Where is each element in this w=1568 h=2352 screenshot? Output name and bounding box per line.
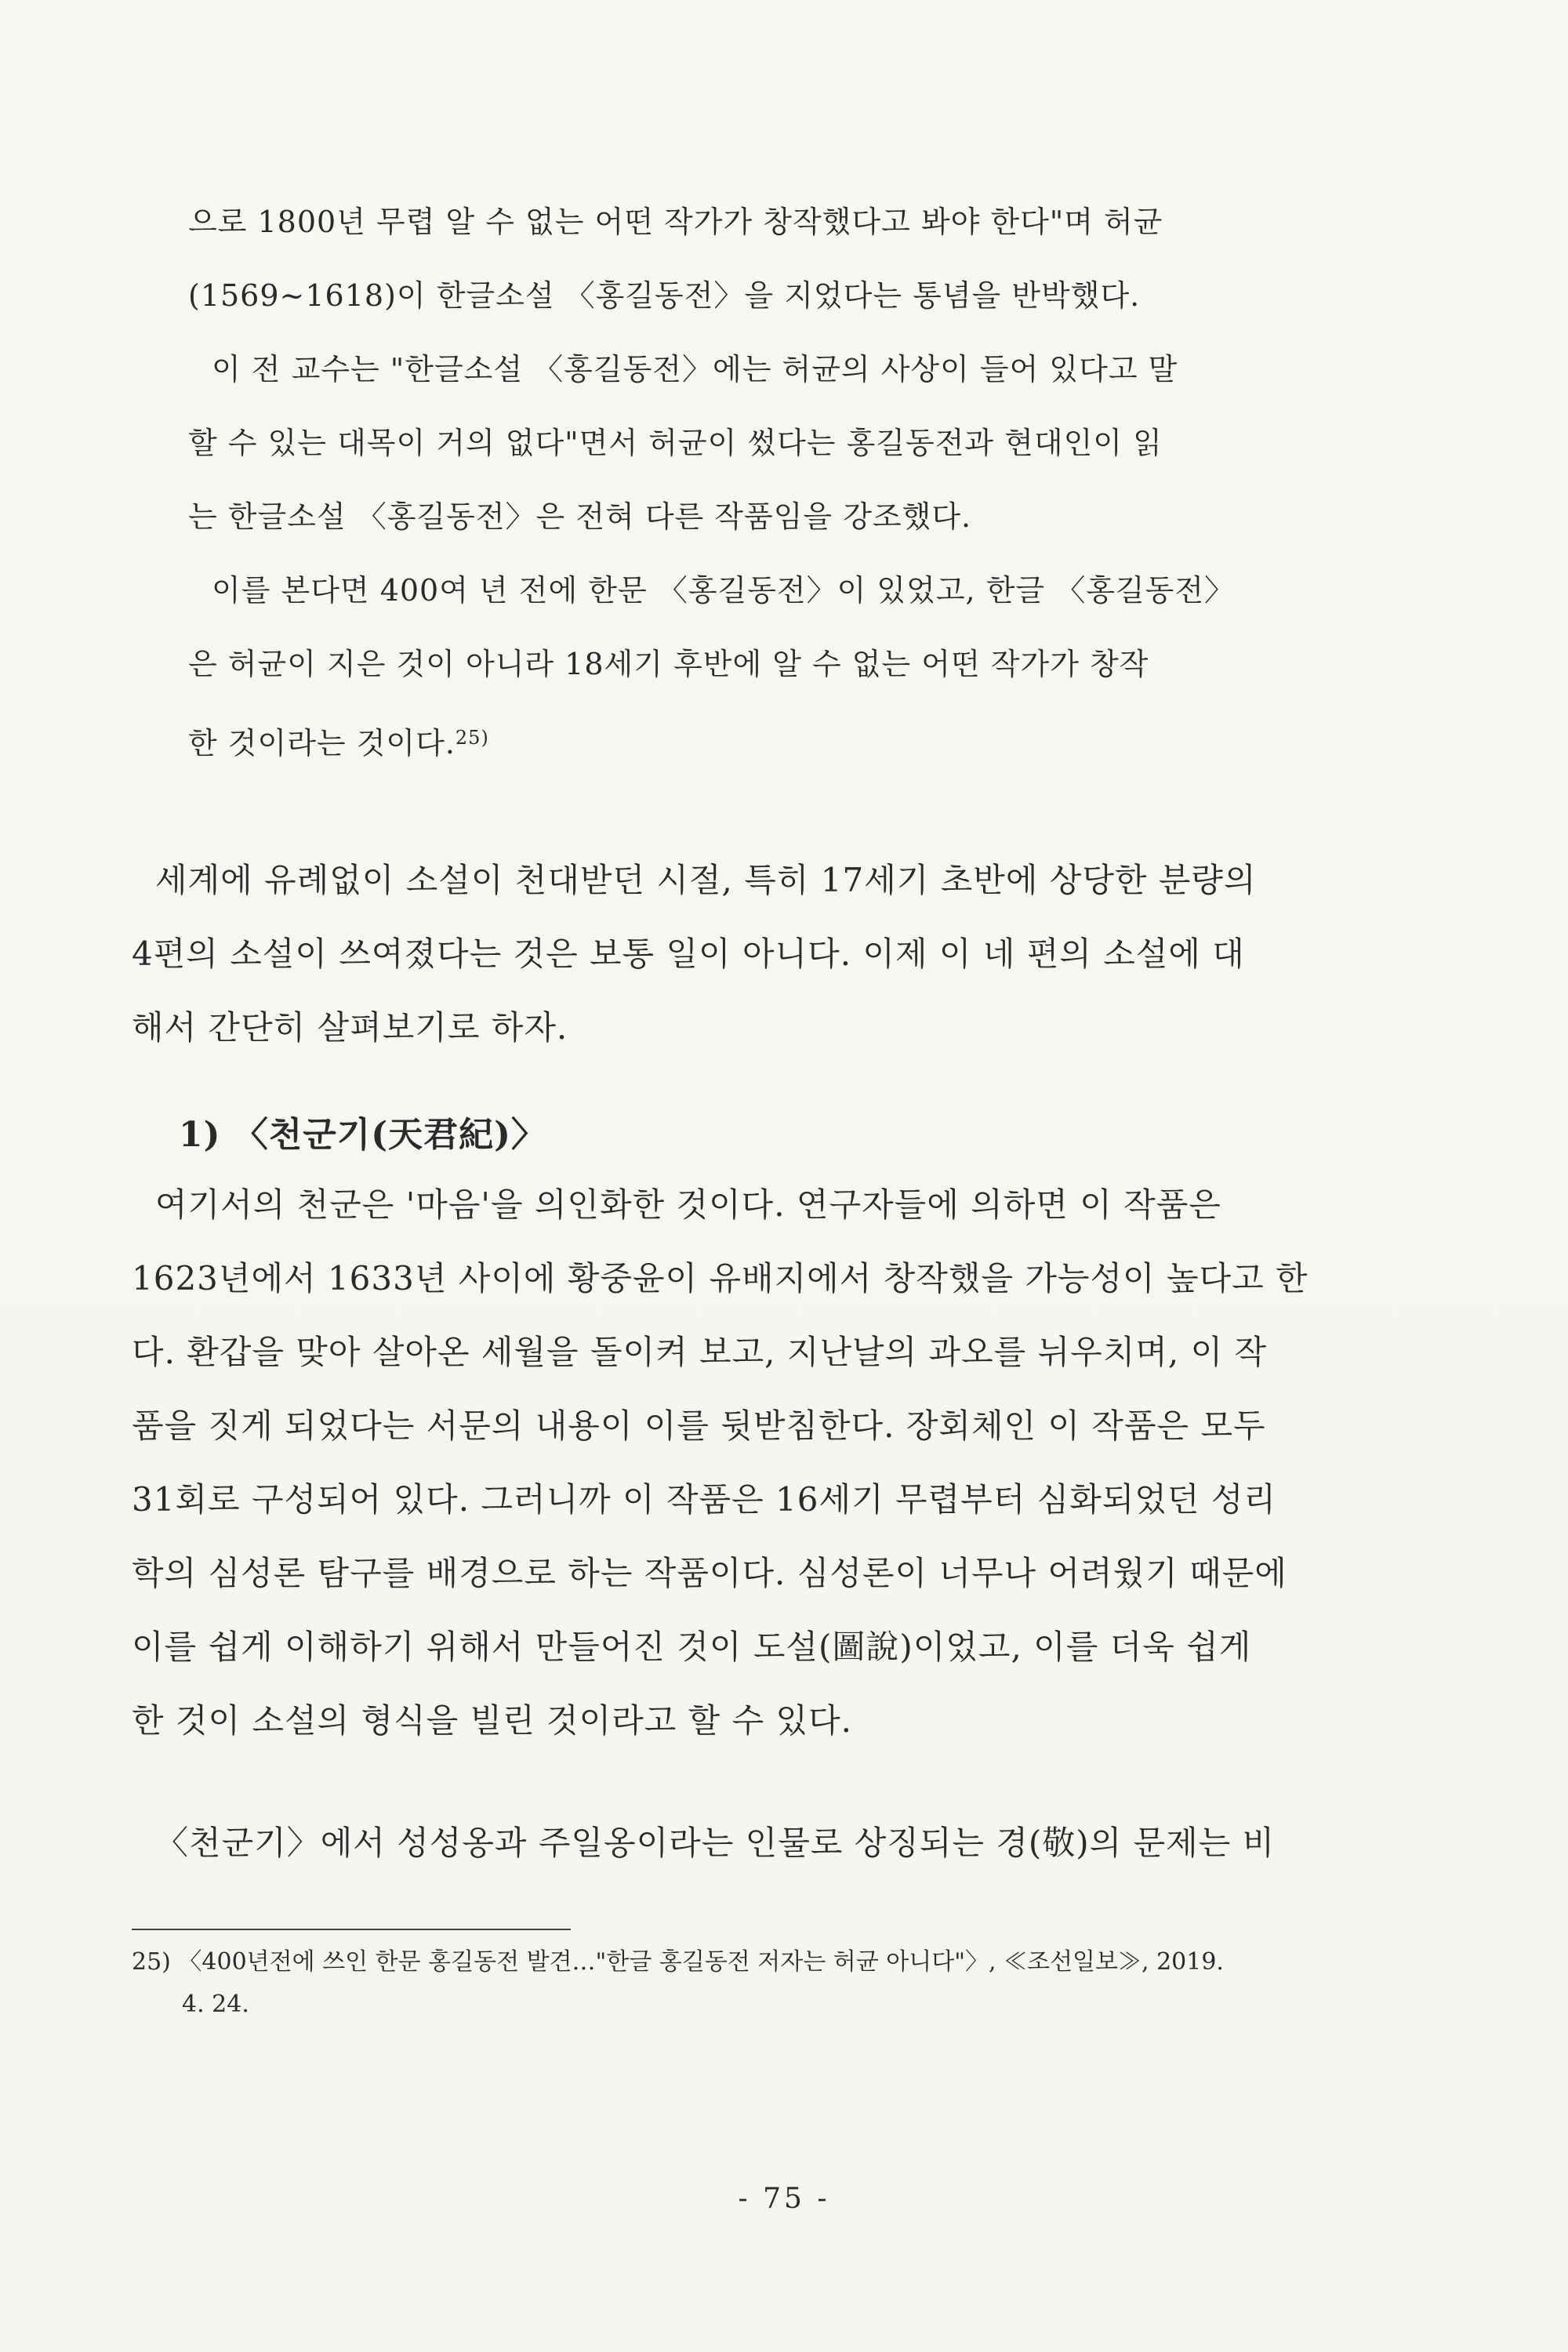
quote-line-last <box>188 701 1309 775</box>
quote-line: 이 전 교수는 "한글소설 〈홍길동전〉에는 허균의 사상이 들어 있다고 말 <box>212 352 1178 387</box>
paragraph-line: 여기서의 천군은 '마음'을 의인화한 것이다. 연구자들에 의하면 이 작품은 <box>155 1185 1221 1224</box>
paragraph <box>132 1806 1378 1880</box>
paragraph-line: 4편의 소설이 쓰여졌다는 것은 보통 일이 아니다. 이제 이 네 편의 소설에 대 <box>132 935 1245 973</box>
quote-line: 으로 1800년 무렵 알 수 없는 어떤 작가가 창작했다고 봐야 한다"며 허균 <box>188 205 1163 239</box>
paragraph-line: 31회로 구성되어 있다. 그러니까 이 작품은 16세기 무렵부터 심화되었던 성리 <box>132 1480 1276 1519</box>
paragraph-line: 품을 짓게 되었다는 서문의 내용이 이를 뒷받침한다. 장회체인 이 작품은 모두 <box>132 1406 1266 1445</box>
paragraph-line: 1623년에서 1633년 사이에 황중윤이 유배지에서 창작했을 가능성이 높다고 한 <box>132 1259 1308 1298</box>
quote-line: 이를 본다면 400여 년 전에 한문 〈홍길동전〉이 있었고, 한글 〈홍길동전〉 <box>212 573 1236 608</box>
block-quote <box>188 185 1309 775</box>
quote-line-text: 한 것이라는 것이다. <box>188 726 456 760</box>
footnote-divider <box>132 1929 571 1930</box>
page-number: - 75 - <box>738 2183 830 2215</box>
section-heading: 1) 〈천군기(天君紀)〉 <box>179 1115 546 1155</box>
paragraph-line: 다. 환갑을 맞아 살아온 세월을 돌이켜 보고, 지난날의 과오를 뉘우치며, 이 작 <box>132 1333 1268 1371</box>
footnote-reference[interactable]: 25) <box>455 727 489 749</box>
paragraph-line: 이를 쉽게 이해하기 위해서 만들어진 것이 도설(圖說)이었고, 이를 더욱 쉽게 <box>132 1628 1252 1666</box>
footnote-line: 25) 〈400년전에 쓰인 한문 홍길동전 발견…"한글 홍길동전 저자는 허균 아니다"〉, ≪조선일보≫, 2019. <box>132 1948 1224 1976</box>
paragraph-line: 세계에 유례없이 소설이 천대받던 시절, 특히 17세기 초반에 상당한 분량의 <box>155 861 1257 899</box>
paragraph-line: 학의 심성론 탐구를 배경으로 하는 작품이다. 심성론이 너무나 어려웠기 때문에 <box>132 1554 1287 1592</box>
quote-line: (1569~1618)이 한글소설 〈홍길동전〉을 지었다는 통념을 반박했다. <box>188 278 1141 313</box>
paragraph <box>132 1168 1378 1758</box>
paragraph <box>132 844 1378 1065</box>
paragraph-line: 〈천군기〉에서 성성옹과 주일옹이라는 인물로 상징되는 경(敬)의 문제는 비 <box>155 1824 1276 1862</box>
quote-line: 은 허균이 지은 것이 아니라 18세기 후반에 알 수 없는 어떤 작가가 창작 <box>188 647 1149 681</box>
quote-line: 는 한글소설 〈홍길동전〉은 전혀 다른 작품임을 강조했다. <box>188 499 972 534</box>
footnote <box>132 1941 1386 2026</box>
footnote-line: 4. 24. <box>182 1991 249 2018</box>
paragraph-line: 한 것이 소설의 형식을 빌린 것이라고 할 수 있다. <box>132 1701 853 1740</box>
quote-line: 할 수 있는 대목이 거의 없다"면서 허균이 썼다는 홍길동전과 현대인이 읽 <box>188 426 1163 460</box>
paragraph-line: 해서 간단히 살펴보기로 하자. <box>132 1008 568 1047</box>
